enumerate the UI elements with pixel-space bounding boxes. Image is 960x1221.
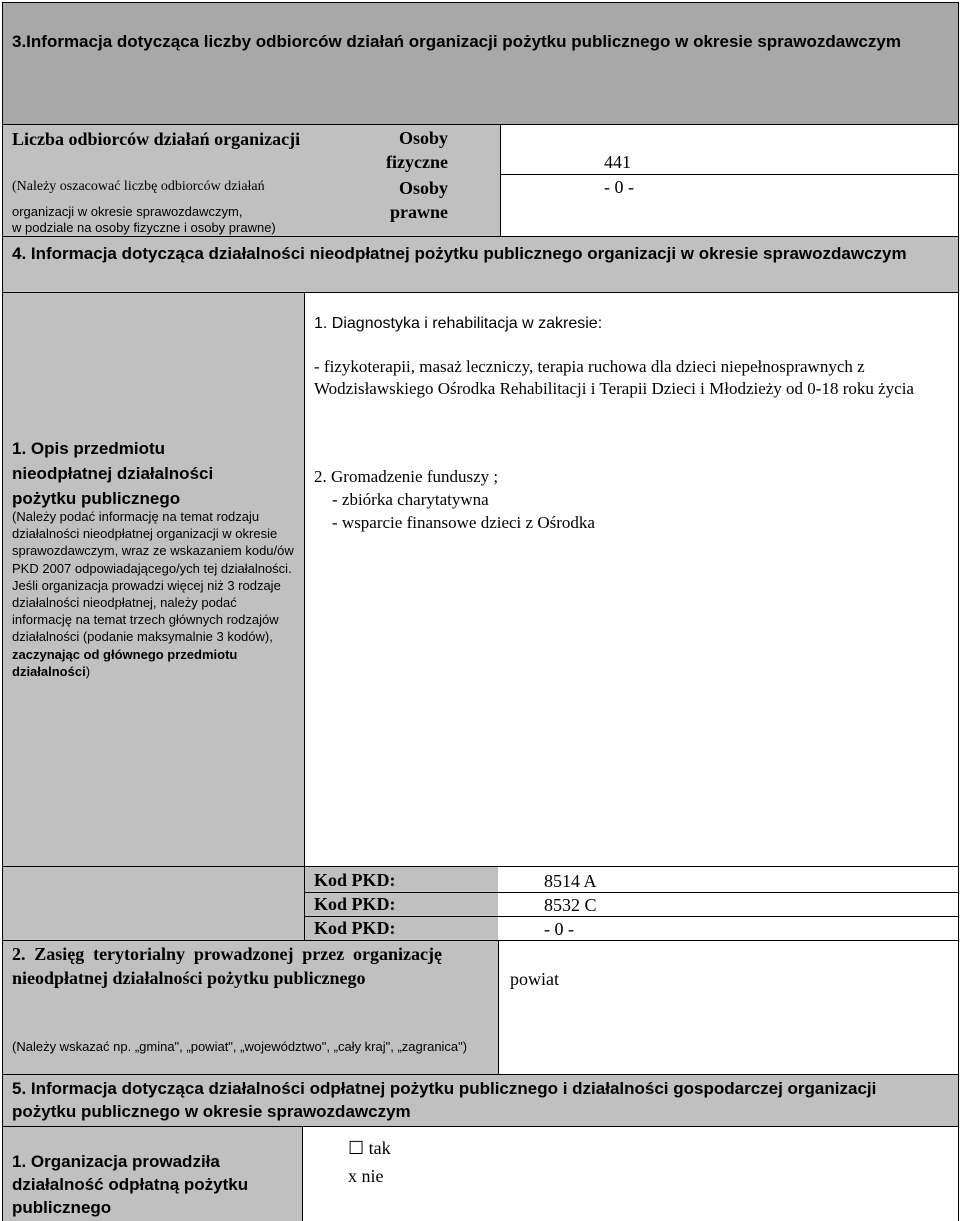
rule [304, 892, 958, 893]
section3-header-bg [2, 2, 958, 124]
item1-note-bold: zaczynając od głównego przedmiotu działalności [12, 646, 238, 679]
pkd-label-1: Kod PKD: [314, 870, 396, 890]
rule [2, 1074, 958, 1075]
activity-2-heading: 2. Gromadzenie funduszy ; [314, 467, 499, 486]
rule [2, 2, 3, 1221]
rule [2, 236, 958, 237]
rule [2, 124, 958, 125]
rule [498, 940, 499, 1074]
rule [2, 1126, 958, 1127]
option-no-label: nie [361, 1166, 384, 1186]
persons-legal-label: Osoby prawne [390, 178, 448, 222]
persons-natural-label: Osoby fizyczne [386, 128, 448, 172]
activity-2-line-b: - wsparcie finansowe dzieci z Ośrodka [332, 513, 595, 532]
pkd-label-2: Kod PKD: [314, 894, 396, 914]
rule [304, 292, 305, 940]
rule [2, 2, 958, 3]
activity-1-heading: 1. Diagnostyka i rehabilitacja w zakresie: [314, 315, 603, 332]
section5-item1-title: 1. Organizacja prowadziła działalność odpłatną pożytku publicznego [12, 1152, 249, 1217]
section5-heading: 5. Informacja dotycząca działalności odpłatnej pożytku publicznego i działalności gospodarczej organizacji pożytku publicznego w okresie sprawozdawczym [12, 1079, 877, 1121]
rule [302, 1126, 303, 1221]
pkd-label-3: Kod PKD: [314, 918, 396, 938]
item2-note: (Należy wskazać np. „gmina", „powiat", „województwo", „cały kraj", „zagranica") [12, 1039, 468, 1054]
rule [2, 940, 958, 941]
pkd-value-1: 8514 A [544, 871, 597, 891]
section4-heading: 4. Informacja dotycząca działalności nieodpłatnej pożytku publicznego organizacji w okresie sprawozdawczym [12, 244, 907, 263]
option-yes[interactable] [348, 1137, 391, 1159]
item2-value: powiat [510, 969, 559, 989]
rule [2, 866, 958, 867]
persons-natural-value: 441 [604, 152, 631, 172]
item1-note-text: (Należy podać informację na temat rodzaju działalności nieodpłatnej organizacji w okresie sprawozdawczym, wraz ze wskazaniem kodu/ów PKD 2007 odpowiadającego/ych tej działalności. Jeśli organizacja prowadzi więcej niż 3 rodzaje działalności nieodpłatnej, należy podać informację na temat trzech głównych rodzajów działalności (podanie maksymalnie 3 kodów), [12, 509, 294, 645]
rule [304, 916, 958, 917]
item2-title: 2. Zasięg terytorialny prowadzonej przez organizację nieodpłatnej działalności pożytku publicznego [12, 944, 442, 988]
recipients-label-note-b: organizacji w okresie sprawozdawczym, [12, 204, 243, 219]
option-yes-label: tak [368, 1138, 391, 1158]
checkbox-checked-mark[interactable]: x [348, 1166, 357, 1186]
recipients-label-note-a: (Należy oszacować liczbę odbiorców działań [12, 179, 265, 194]
rule [500, 174, 958, 175]
option-no[interactable] [348, 1165, 384, 1187]
pkd-value-2: 8532 C [544, 895, 597, 915]
recipients-label-note-c: w podziale na osoby fizyczne i osoby prawne) [12, 220, 276, 235]
section3-heading: 3.Informacja dotycząca liczby odbiorców działań organizacji pożytku publicznego w okresie sprawozdawczym [12, 32, 901, 51]
item1-note-end: ) [85, 663, 91, 679]
rule [958, 2, 959, 1221]
pkd-value-3: - 0 - [544, 919, 574, 939]
activity-2-line-a: - zbiórka charytatywna [332, 490, 489, 509]
recipients-label-title: Liczba odbiorców działań organizacji [12, 129, 301, 149]
item1-title: 1. Opis przedmiotu nieodpłatnej działalności pożytku publicznego [12, 439, 214, 508]
activity-1-description: - fizykoterapii, masaż leczniczy, terapia ruchowa dla dzieci niepełnosprawnych z Wodzisławskiego Ośrodka Rehabilitacji i Terapii Dzieci i Młodzieży od 0-18 roku życia [314, 357, 914, 398]
checkbox-empty-icon[interactable]: ☐ [348, 1138, 365, 1158]
persons-legal-value: - 0 - [604, 177, 634, 197]
item1-note [12, 508, 298, 680]
rule [2, 292, 958, 293]
rule [500, 124, 501, 236]
